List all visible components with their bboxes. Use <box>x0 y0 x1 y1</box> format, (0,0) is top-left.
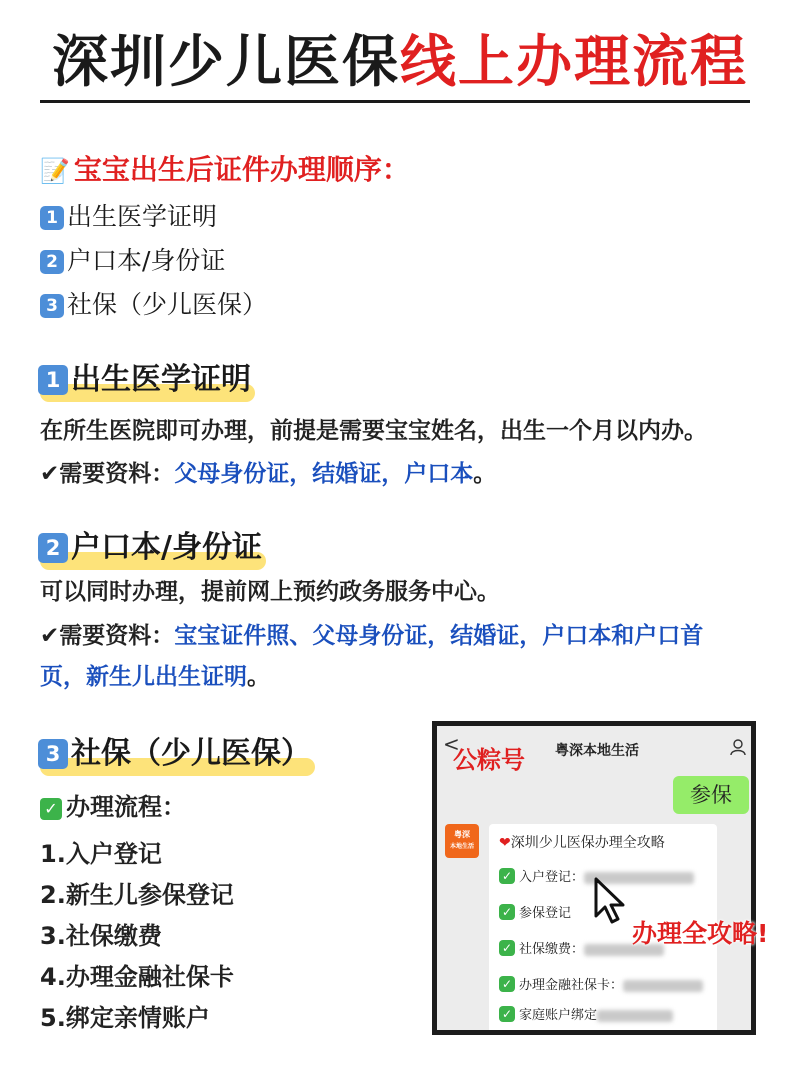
title-red: 线上办理流程 <box>400 30 748 95</box>
intro-item-text: 户口本/身份证 <box>67 246 226 275</box>
section2-need-line1 <box>40 617 703 650</box>
title-underline <box>40 100 750 103</box>
logo-line1: 粤深 <box>454 830 470 839</box>
account-name: 粤深本地生活 <box>555 743 639 759</box>
reply-title <box>499 832 665 852</box>
keycap-3-icon: 3 <box>40 294 64 318</box>
check-mark-icon: ✓ <box>499 904 515 920</box>
step-item: 1.入户登记 <box>40 840 162 868</box>
keycap-1-icon: 1 <box>38 365 68 395</box>
blurred-link <box>597 1010 673 1022</box>
section3-title: 社保（少儿医保） <box>71 736 311 771</box>
intro-heading <box>40 148 410 188</box>
section3-flow-label <box>40 787 186 822</box>
intro-item-text: 社保（少儿医保） <box>67 290 268 319</box>
reply-item-text: 参保登记 <box>519 906 572 921</box>
step-item: 2.新生儿参保登记 <box>40 881 234 909</box>
step-item: 5.绑定亲情账户 <box>40 1004 210 1032</box>
reply-title-text: 深圳少儿医保办理全攻略 <box>510 835 665 851</box>
need-end: 。 <box>473 461 497 487</box>
reply-item-text: 入户登记： <box>519 870 585 885</box>
logo-line2: 本地生活 <box>449 843 474 850</box>
sent-message-text: 参保 <box>690 783 732 807</box>
reply-item-text: 办理金融社保卡： <box>519 978 624 993</box>
section2-heading <box>38 522 262 566</box>
section1-heading <box>38 354 251 398</box>
check-mark-icon: ✓ <box>499 1006 515 1022</box>
sent-message <box>673 776 749 814</box>
keycap-1-icon: 1 <box>40 206 64 230</box>
title-black: 深圳少儿医保 <box>52 30 400 95</box>
check-mark-icon: ✓ <box>40 798 62 820</box>
section2-desc: 可以同时办理，提前网上预约政务服务中心。 <box>40 579 500 605</box>
intro-item-2 <box>40 241 225 277</box>
check-mark-icon: ✓ <box>499 976 515 992</box>
intro-item-1 <box>40 197 217 233</box>
step-item: 4.办理金融社保卡 <box>40 963 234 991</box>
step-item: 3.社保缴费 <box>40 922 162 950</box>
need-label: ✔需要资料： <box>40 623 175 649</box>
flow-label-text: 办理流程： <box>66 793 186 821</box>
need-label: ✔需要资料： <box>40 461 175 487</box>
need-text: 父母身份证，结婚证，户口本 <box>174 461 474 487</box>
section1-desc: 在所生医院即可办理，前提是需要宝宝姓名，出生一个月以内办。 <box>40 418 707 444</box>
memo-icon: 📝 <box>40 157 70 185</box>
account-tag: 公粽号 <box>453 746 525 774</box>
reply-item-text: 家庭账户绑定 <box>519 1008 598 1023</box>
need-end: 。 <box>247 664 270 690</box>
section2-need-line2 <box>40 658 270 691</box>
profile-icon[interactable] <box>729 738 747 760</box>
intro-heading-text: 宝宝出生后证件办理顺序： <box>73 153 410 186</box>
reply-item <box>499 1004 673 1023</box>
intro-item-3 <box>40 285 267 321</box>
reply-item <box>499 974 703 993</box>
overlay-caption: 办理全攻略! <box>632 919 769 948</box>
account-logo <box>445 824 479 858</box>
need-text: 页，新生儿出生证明 <box>40 664 247 690</box>
reply-item <box>499 902 571 921</box>
keycap-2-icon: 2 <box>40 250 64 274</box>
section2-title: 户口本/身份证 <box>71 530 262 565</box>
keycap-3-icon: 3 <box>38 739 68 769</box>
section1-title: 出生医学证明 <box>71 362 251 397</box>
need-text: 宝宝证件照、父母身份证，结婚证，户口本和户口首 <box>174 623 704 649</box>
back-icon[interactable]: < <box>443 732 460 756</box>
blurred-link <box>623 980 703 992</box>
intro-item-text: 出生医学证明 <box>67 202 218 231</box>
section1-need <box>40 455 496 488</box>
heart-icon: ❤ <box>499 835 511 851</box>
keycap-2-icon: 2 <box>38 533 68 563</box>
reply-item-text: 社保缴费： <box>519 942 585 957</box>
check-mark-icon: ✓ <box>499 868 515 884</box>
check-mark-icon: ✓ <box>499 940 515 956</box>
section3-heading <box>38 728 311 772</box>
wechat-screenshot <box>432 721 756 1035</box>
page-title <box>0 28 800 98</box>
cursor-pointer-icon <box>593 876 627 930</box>
